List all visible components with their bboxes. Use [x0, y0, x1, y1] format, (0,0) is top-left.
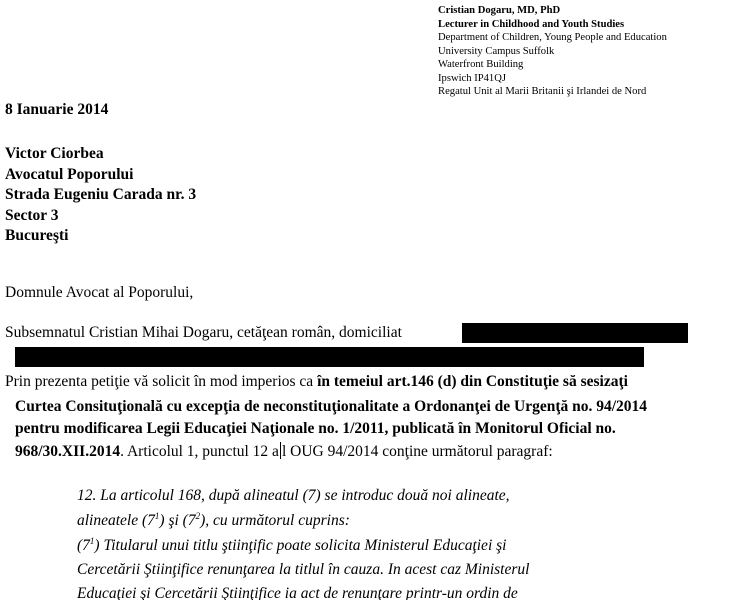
recipient-street: Strada Eugeniu Carada nr. 3: [5, 186, 197, 203]
quote-text: ) şi (7: [159, 512, 196, 529]
quote-line-3: [77, 537, 506, 555]
redaction-bar: [462, 323, 688, 343]
superscript: 1: [154, 511, 160, 521]
quote-line-1: 12. La articolul 168, după alineatul (7) se introduc două noi alineate,: [77, 487, 510, 504]
sender-university: University Campus Suffolk: [438, 45, 555, 57]
recipient-office: Avocatul Poporului: [5, 165, 134, 183]
sender-country: Regatul Unit al Marii Britanii şi Irlandei de Nord: [438, 86, 647, 97]
quote-text: (7: [77, 537, 90, 554]
superscript: 1: [89, 536, 95, 546]
sender-title: Lecturer in Childhood and Youth Studies: [438, 18, 625, 30]
quote-text: ), cu următorul cuprins:: [200, 512, 350, 529]
petition-text: Prin prezenta petiţie vă solicit în mod imperios ca: [5, 373, 318, 390]
sender-building: Waterfront Building: [438, 59, 524, 70]
quote-text: alineatele (7: [77, 512, 155, 529]
quote-line-2: [77, 512, 350, 530]
quote-line-4: Cercetării Ştiinţifice renunţarea la titlul în cauza. In acest caz Ministerul: [77, 561, 530, 578]
petition-line-2: Curtea Consituţională cu excepţia de neconstituţionalitate a Ordonanţei de Urgenţă no. 94/2014: [15, 398, 648, 415]
recipient-block: [5, 144, 196, 247]
recipient-city: Bucureşti: [5, 227, 69, 244]
paragraph-intro: Subsemnatul Cristian Mihai Dogaru, cetăţean român, domiciliat: [5, 324, 402, 341]
recipient-name: Victor Ciorbea: [5, 145, 104, 162]
sender-department: Department of Children, Young People and Education: [438, 32, 667, 43]
text-cursor: [280, 442, 281, 459]
petition-line-4: [15, 442, 553, 461]
petition-line-1: [5, 373, 628, 391]
sender-city: Ipswich IP41QJ: [438, 72, 506, 84]
petition-line-3: pentru modificarea Legii Educaţiei Naţionale no. 1/2011, publicată în Monitorul Oficial no.: [15, 420, 616, 437]
petition-text: . Articolul 1, punctul 12 a: [120, 443, 279, 460]
quote-line-5: Educaţiei şi Cercetării Ştiinţifice ia act de renunţare printr-un ordin de: [77, 585, 518, 600]
salutation: Domnule Avocat al Poporului,: [5, 284, 194, 301]
sender-name: Cristian Dogaru, MD, PhD: [438, 5, 561, 16]
petition-emphasis: în temeiul art.146 (d) din Constituţie să sesizaţi: [317, 373, 628, 390]
recipient-sector: Sector 3: [5, 206, 59, 224]
sender-block: [438, 4, 738, 99]
redaction-bar: [15, 347, 644, 367]
petition-text: l OUG 94/2014 conţine următorul paragraf:: [281, 443, 553, 460]
quote-text: ) Titularul unui titlu ştiinţific poate solicita Ministerul Educaţiei şi: [94, 537, 507, 554]
monitor-number: 968/30.XII.2014: [15, 443, 121, 460]
letter-date: 8 Ianuarie 2014: [5, 101, 109, 118]
superscript: 2: [195, 511, 201, 521]
